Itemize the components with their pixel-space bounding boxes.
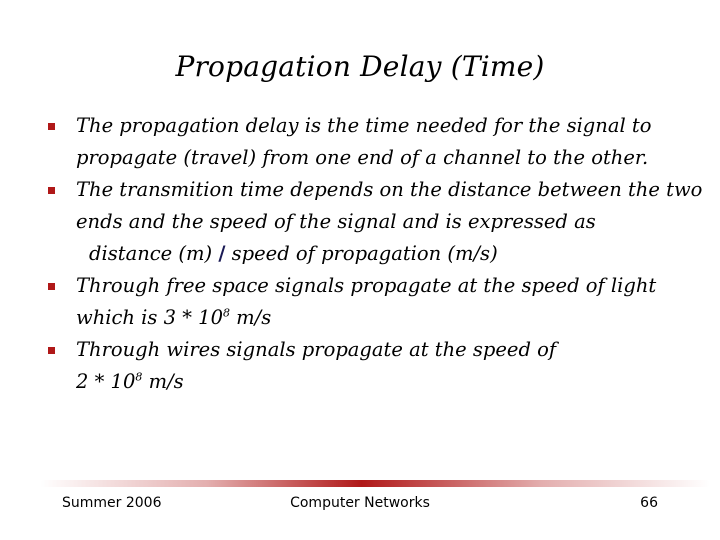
bullet-text-line: ends and the speed of the signal and is expressed as xyxy=(76,210,596,233)
formula-numerator: distance (m) xyxy=(89,242,213,265)
bullet-text-line: The transmition time depends on the distance between the two xyxy=(76,178,703,201)
square-bullet-icon xyxy=(48,347,55,354)
bullet-list xyxy=(48,110,713,398)
bullet-text-line: Through wires signals propagate at the speed of xyxy=(76,338,557,361)
speed-value-base: 2 * 10 xyxy=(76,370,136,393)
speed-value-exponent: 8 xyxy=(222,306,230,320)
speed-value-exponent: 8 xyxy=(135,370,143,384)
bullet-text-line xyxy=(76,366,713,398)
bullet-text-line: The propagation delay is the time needed for the signal to xyxy=(76,114,652,137)
bullet-wire-speed xyxy=(48,334,713,398)
bullet-text-line: Through free space signals propagate at the speed of light xyxy=(76,274,657,297)
speed-value-unit: m/s xyxy=(142,370,184,393)
square-bullet-icon xyxy=(48,187,55,194)
bullet-text-line xyxy=(76,302,713,334)
footer-divider-bar xyxy=(40,480,710,487)
delay-formula xyxy=(76,238,713,270)
bullet-transmission-time xyxy=(48,174,713,270)
formula-denominator: speed of propagation (m/s) xyxy=(231,242,498,265)
formula-divide-operator: / xyxy=(218,242,226,265)
footer-date: Summer 2006 xyxy=(62,495,162,511)
speed-value-base: which is 3 * 10 xyxy=(76,306,223,329)
bullet-free-space-speed xyxy=(48,270,713,334)
bullet-text-line: propagate (travel) from one end of a channel to the other. xyxy=(76,146,649,169)
speed-value-unit: m/s xyxy=(229,306,272,329)
bullet-propagation-delay-definition xyxy=(48,110,713,174)
square-bullet-icon xyxy=(48,123,55,130)
square-bullet-icon xyxy=(48,283,55,290)
footer-course-title: Computer Networks xyxy=(290,495,430,511)
slide-title: Propagation Delay (Time) xyxy=(175,50,545,83)
slide-number: 66 xyxy=(640,495,658,511)
